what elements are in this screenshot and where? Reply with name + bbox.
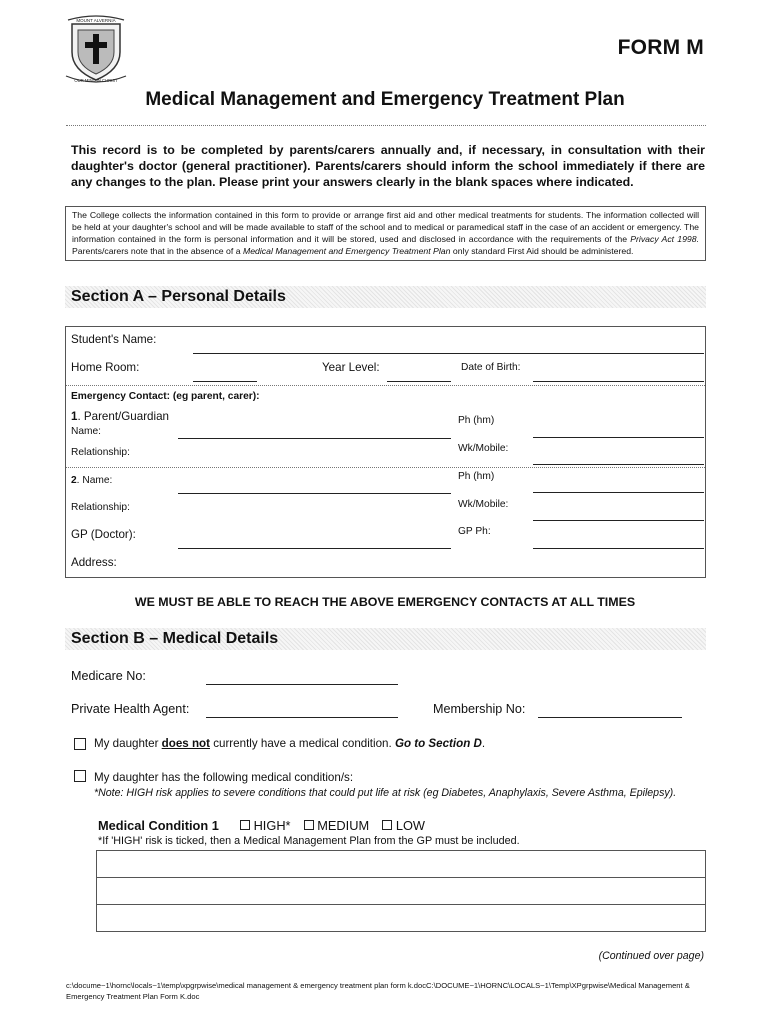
medical-condition-1-title: Medical Condition 1: [98, 818, 219, 833]
section-a-heading: Section A – Personal Details: [65, 286, 706, 308]
row-divider: [66, 385, 705, 386]
contact1-relationship-label: Relationship:: [71, 447, 130, 458]
privacy-notice-text-1: The College collects the information contained in this form to provide or arrange first aid and other medical treatments for students. The information collected will be held at your daughter's school and will be made available to staff of the school and to medical or paramedical staff in the case of an accident or emergency. The information contained in the form is personal information and it will be stored, used and disclosed in accordance with the requirements of the: [72, 210, 699, 244]
does-not-emphasis: does not: [161, 737, 210, 750]
contact1-phone-home-field[interactable]: [533, 437, 704, 438]
no-condition-checkbox[interactable]: [74, 738, 86, 750]
table-row-divider: [97, 904, 705, 905]
intro-paragraph: This record is to be completed by parents/carers annually and, if necessary, in consultation with their daughter's doctor (general practitioner). Parents/carers should inform the school immediately if there are any changes to the plan. Please print your answers clearly in the blank spaces where indicated.: [71, 143, 705, 189]
medical-condition-1-table[interactable]: [96, 850, 706, 932]
plan-name-italic: Medical Management and Emergency Treatment Plan: [242, 246, 451, 256]
membership-field[interactable]: [538, 717, 682, 718]
dob-field[interactable]: [533, 381, 704, 382]
emergency-contact-label: Emergency Contact: (eg parent, carer):: [71, 391, 260, 402]
medicare-field[interactable]: [206, 684, 398, 685]
gp-doctor-field[interactable]: [178, 548, 451, 549]
no-condition-option: [94, 737, 485, 750]
home-room-field[interactable]: [193, 381, 257, 382]
year-level-field[interactable]: [387, 381, 451, 382]
high-risk-label: HIGH*: [253, 818, 291, 833]
file-path-footer: c:\docume~1\hornc\locals~1\temp\xpgrpwise\medical management & emergency treatment plan form k.docC:\DOCUME~1\HORNC\LOCALS~1\Temp\XPgrpwise\Medical Management & Emergency Treatment Plan Form K.doc: [66, 981, 690, 1001]
college-crest-logo: [64, 14, 128, 84]
low-risk-label: LOW: [395, 818, 425, 833]
low-risk-checkbox[interactable]: [382, 820, 392, 830]
document-title: Medical Management and Emergency Treatment Plan: [145, 89, 625, 110]
student-name-label: Student's Name:: [71, 333, 157, 346]
contact2-mobile-field[interactable]: [533, 520, 704, 521]
contact2-phone-home-label: Ph (hm): [458, 471, 495, 482]
medium-risk-label: MEDIUM: [317, 818, 370, 833]
medium-risk-checkbox[interactable]: [304, 820, 314, 830]
contact1-name-label: Name:: [71, 426, 102, 437]
gp-phone-label: GP Ph:: [458, 526, 491, 537]
contact1-mobile-field[interactable]: [533, 464, 704, 465]
privacy-notice-text-2: Parents/carers note that in the absence of a: [72, 246, 243, 256]
private-health-label: Private Health Agent:: [71, 702, 190, 716]
privacy-notice: [65, 206, 706, 261]
private-health-field[interactable]: [206, 717, 398, 718]
form-identifier: FORM M: [617, 36, 704, 59]
membership-label: Membership No:: [433, 702, 526, 716]
privacy-act-name: Privacy Act 1998.: [630, 234, 699, 244]
contact2-relationship-label: Relationship:: [71, 502, 130, 513]
contact1-name-field[interactable]: [178, 438, 451, 439]
contact1-parent-text: . Parent/Guardian: [77, 410, 169, 423]
student-name-field[interactable]: [193, 353, 704, 354]
address-label: Address:: [71, 556, 117, 569]
contact2-mobile-label: Wk/Mobile:: [458, 499, 509, 510]
high-risk-plan-note: *If 'HIGH' risk is ticked, then a Medical Management Plan from the GP must be included.: [98, 835, 520, 847]
high-risk-checkbox[interactable]: [240, 820, 250, 830]
medicare-label: Medicare No:: [71, 669, 146, 683]
go-to-section-d: Go to Section D: [394, 737, 482, 750]
crest-motto-text: OUR MIND IN CHRIST: [74, 78, 118, 83]
medical-condition-1-row: [98, 818, 425, 833]
contact2-name-label: [71, 475, 112, 486]
contact1-number: 1: [71, 410, 78, 423]
has-condition-label: My daughter has the following medical condition/s:: [94, 771, 354, 784]
high-risk-note: *Note: HIGH risk applies to severe conditions that could put life at risk (eg Diabetes, Anaphylaxis, Severe Asthma, Epilepsy).: [94, 787, 677, 799]
gp-doctor-label: GP (Doctor):: [71, 528, 136, 541]
year-level-label: Year Level:: [322, 361, 380, 374]
has-condition-checkbox[interactable]: [74, 770, 86, 782]
contact1-phone-home-label: Ph (hm): [458, 415, 495, 426]
title-divider: [66, 125, 706, 126]
crest-top-text: MOUNT ALVERNIA: [76, 18, 116, 23]
no-condition-text-1: My daughter: [94, 737, 162, 750]
contact1-parent-label: [71, 410, 169, 423]
table-row-divider: [97, 877, 705, 878]
contact2-name-field[interactable]: [178, 493, 451, 494]
privacy-notice-text-3: only standard First Aid should be administered.: [450, 246, 634, 256]
contact1-mobile-label: Wk/Mobile:: [458, 443, 509, 454]
personal-details-box: [65, 326, 706, 578]
row-divider: [66, 467, 705, 468]
continued-over-page: (Continued over page): [598, 950, 704, 962]
emergency-contact-warning: WE MUST BE ABLE TO REACH THE ABOVE EMERGENCY CONTACTS AT ALL TIMES: [134, 595, 636, 609]
contact2-number: 2: [71, 475, 77, 486]
contact2-phone-home-field[interactable]: [533, 492, 704, 493]
no-condition-period: .: [481, 737, 486, 750]
home-room-label: Home Room:: [71, 361, 140, 374]
gp-phone-field[interactable]: [533, 548, 704, 549]
contact2-name-text: . Name:: [76, 475, 113, 486]
no-condition-text-2: currently have a medical condition.: [209, 737, 395, 750]
dob-label: Date of Birth:: [461, 362, 521, 373]
section-b-heading: Section B – Medical Details: [65, 628, 706, 650]
